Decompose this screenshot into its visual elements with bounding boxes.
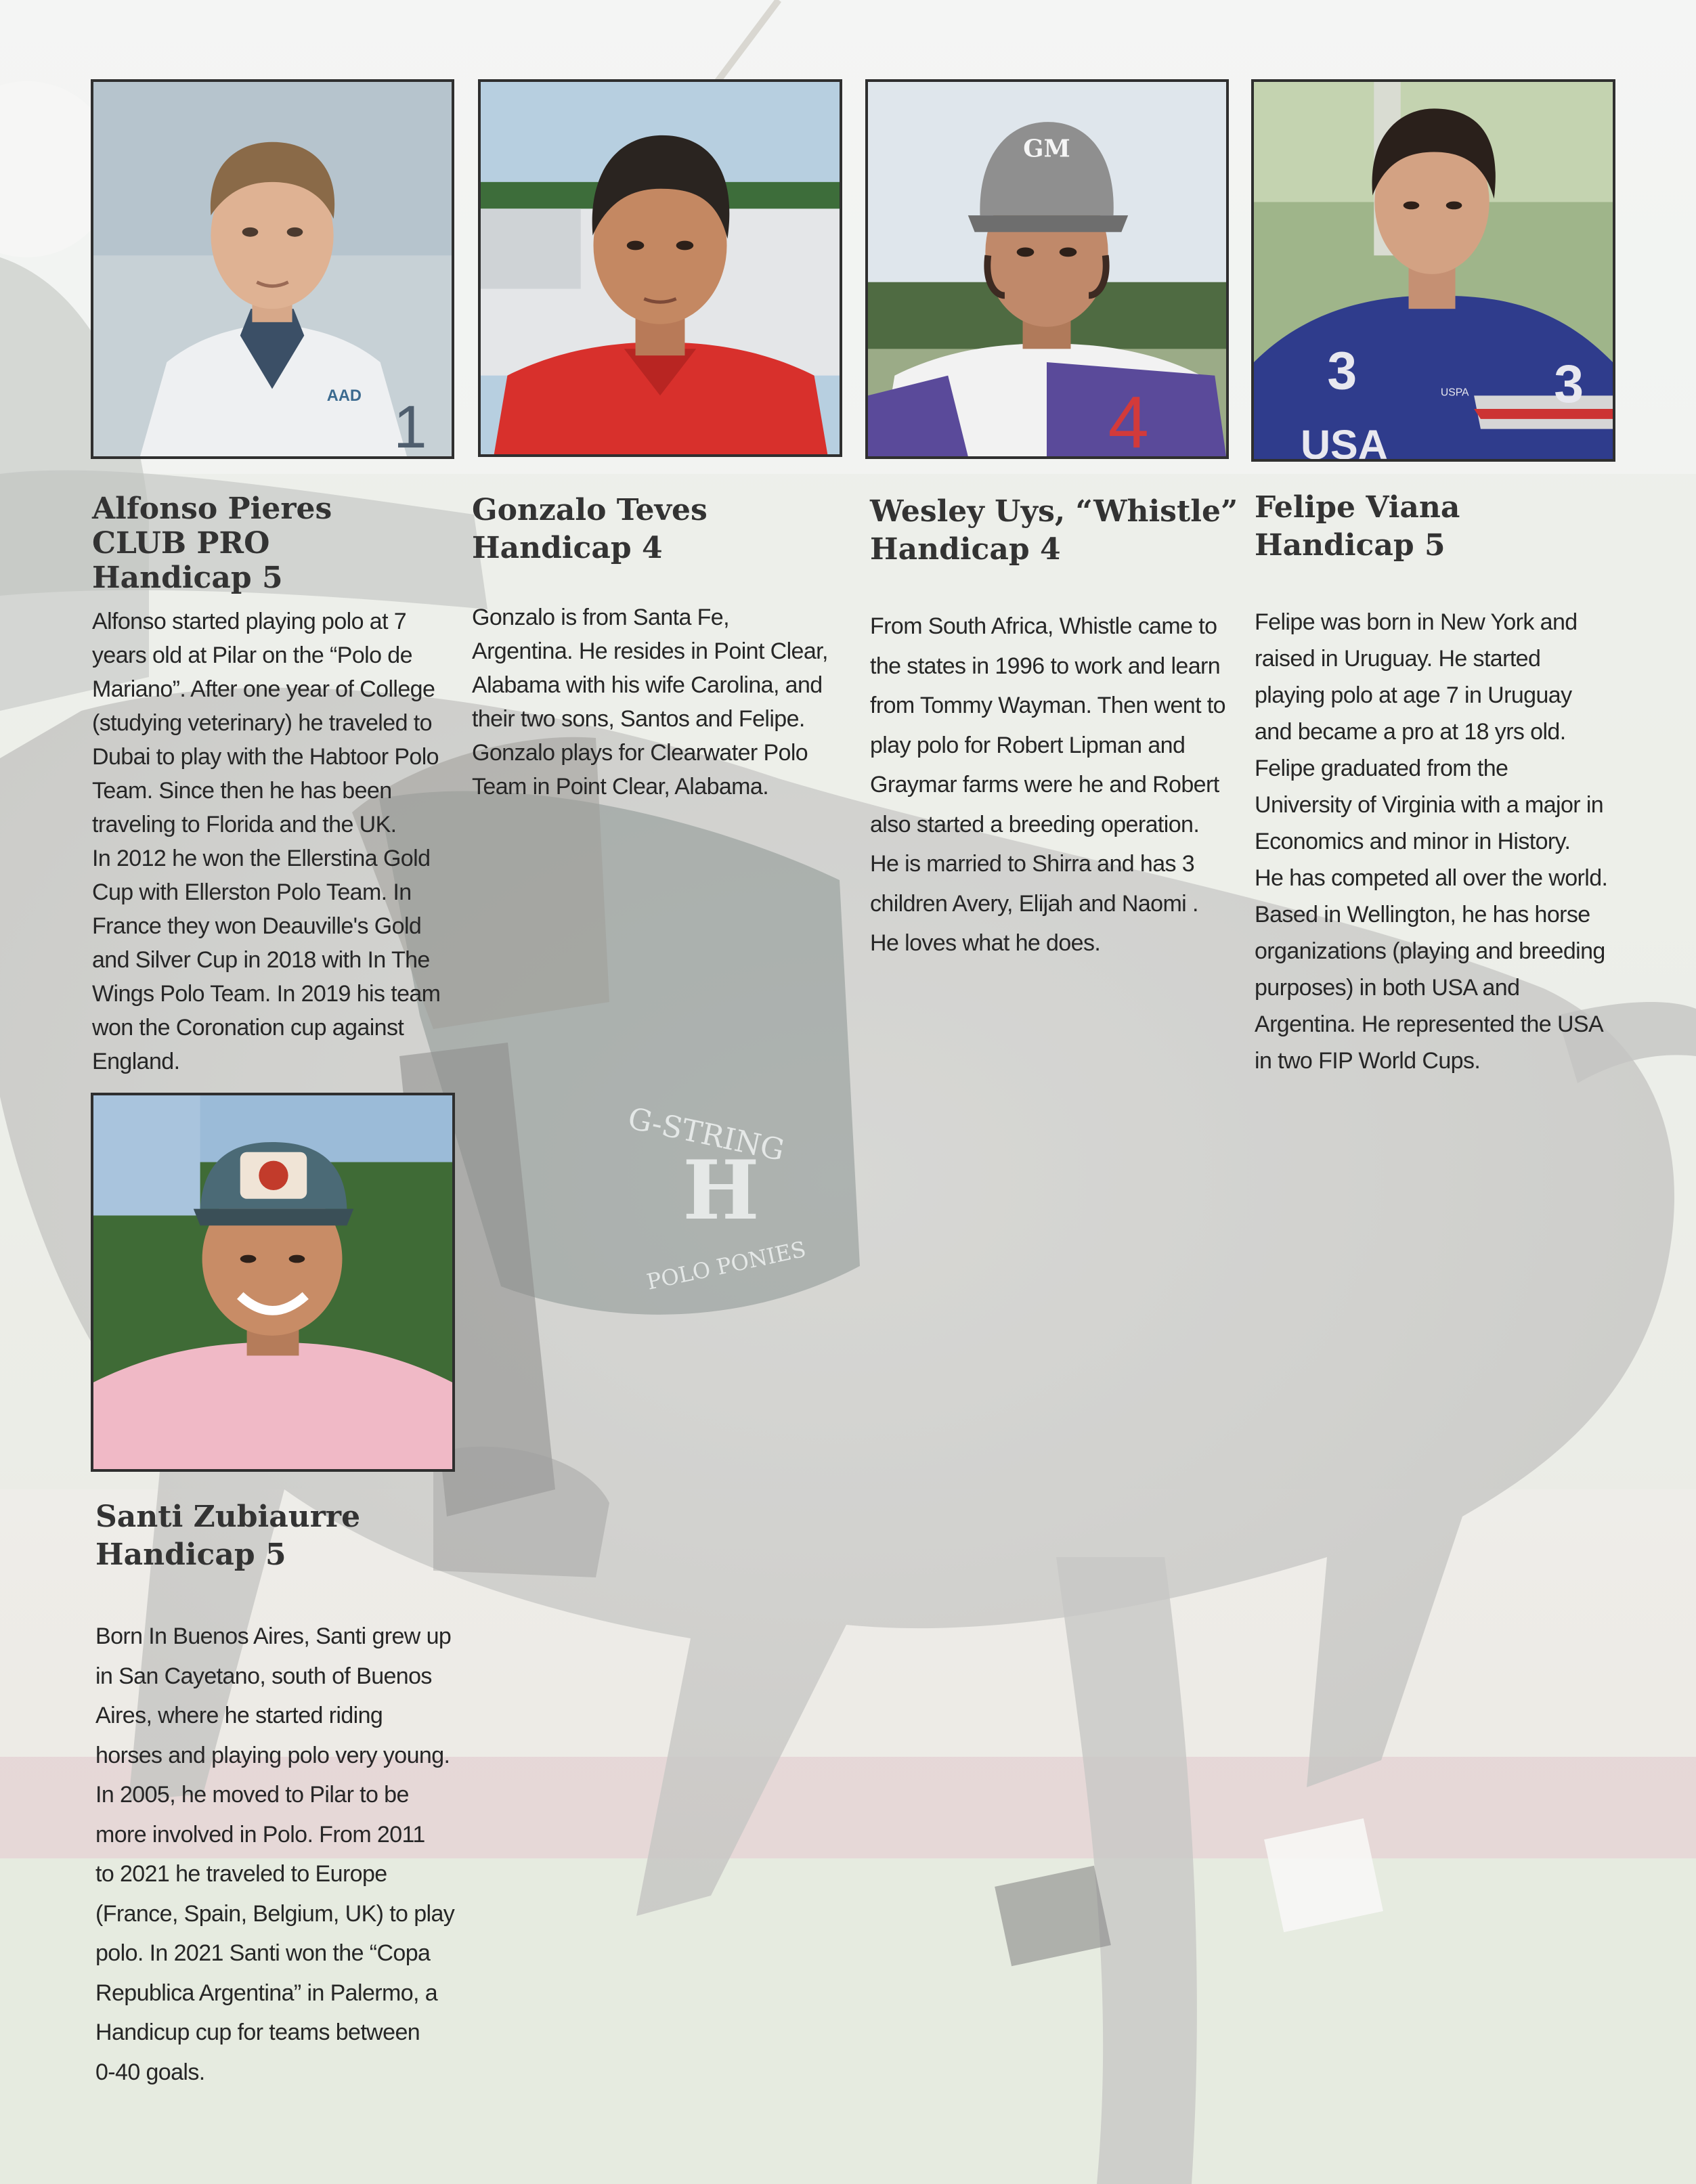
alfonso-shirt-number: 1 [393, 393, 427, 456]
felipe-shirt-number-right: 3 [1554, 354, 1584, 414]
alfonso-shirt-text: AAD [326, 387, 362, 406]
player-name-gonzalo: Gonzalo Teves Handicap 4 [472, 493, 708, 565]
wesley-shirt-number: 4 [1108, 381, 1149, 456]
player-name-alfonso: Alfonso Pieres CLUB PRO Handicap 5 [92, 492, 332, 595]
player-bio-alfonso: Alfonso started playing polo at 7 years old at Pilar on the “Polo de Mariano”. After one year of College (studying veterinary) he traveled to Dubai to play with the Habtoor Polo Team. Since then he has been traveling to Florida and the UK. In 2012 he won the Ellerstina Gold Cup with Ellerston Polo Team. In France they won Deauville's Gold and Silver Cup in 2018 with In The Wings Polo Team. In 2019 his team won the Coronation cup against England. [92, 609, 441, 1074]
photo-santi [91, 1093, 455, 1472]
felipe-shirt-number-left: 3 [1327, 341, 1357, 401]
player-name-felipe: Felipe Viana Handicap 5 [1255, 490, 1460, 563]
player-bio-wesley: From South Africa, Whistle came to the states in 1996 to work and learn from Tommy Wayman. Then went to play polo for Robert Lipman and Graymar farms were he and Robert also started a breeding operation. He is married to Shirra and has 3 children Avery, Elijah and Naomi . He loves what he does. [870, 613, 1225, 956]
saddle-pad-letter: H [682, 1143, 760, 1238]
player-name-wesley: Wesley Uys, “Whistle” Handicap 4 [870, 494, 1238, 567]
player-bio-santi: Born In Buenos Aires, Santi grew up in San Cayetano, south of Buenos Aires, where he started riding horses and playing polo very young. In 2005, he moved to Pilar to be more involved in Polo. From 2011 to 2021 he traveled to Europe (France, Spain, Belgium, UK) to play polo. In 2021 Santi won the “Copa Republica Argentina” in Palermo, a Handicup cup for teams between 0-40 goals. [95, 1623, 455, 2085]
player-bio-felipe: Felipe was born in New York and raised in Uruguay. He started playing polo at age 7 in Uruguay and became a pro at 18 yrs old. Felipe graduated from the University of Virginia with a major in Economics and minor in History. He has competed all over the world. Based in Wellington, he has horse organizations (playing and breeding purposes) in both USA and Argentina. He represented the USA in two FIP World Cups. [1255, 609, 1608, 1074]
wesley-cap-logo: GM [1023, 135, 1070, 163]
player-bio-gonzalo: Gonzalo is from Santa Fe, Argentina. He resides in Point Clear, Alabama with his wife Carolina, and their two sons, Santos and Felipe. Gonzalo plays for Clearwater Polo Team in Point Clear, Alabama. [472, 605, 828, 800]
photo-felipe [1251, 79, 1615, 462]
felipe-shirt-text: USA [1300, 421, 1388, 459]
photo-gonzalo [478, 79, 842, 457]
player-name-santi: Santi Zubiaurre Handicap 5 [95, 1500, 361, 1572]
saddle-pad-top-text: G-STRING [625, 1101, 787, 1169]
photo-wesley [865, 79, 1229, 459]
felipe-shirt-logo: USPA [1440, 387, 1469, 399]
photo-alfonso [91, 79, 454, 459]
saddle-pad-bottom-text: POLO PONIES [644, 1236, 808, 1295]
